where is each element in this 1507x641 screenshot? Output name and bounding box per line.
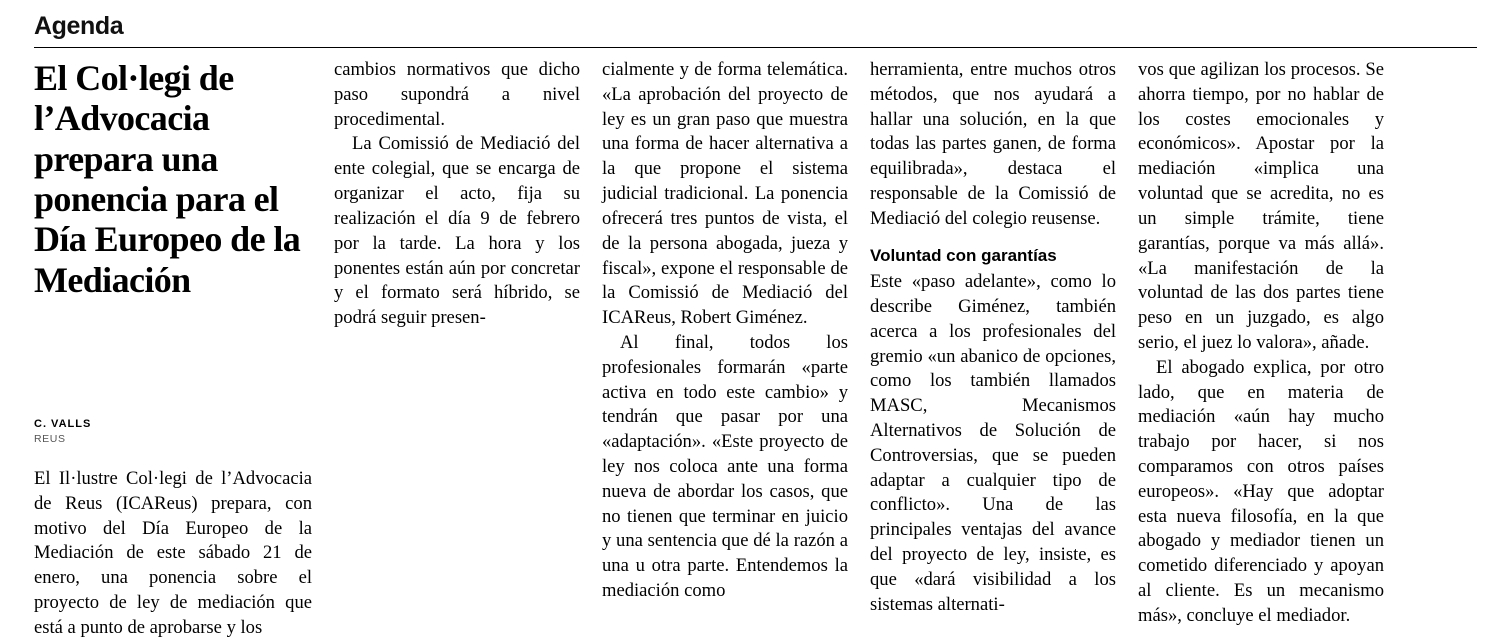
header-divider [34, 47, 1477, 48]
subheading: Voluntad con garantías [870, 245, 1057, 265]
byline: C. VALLS [34, 417, 92, 430]
column-4 [870, 58, 1138, 617]
paragraph: El abogado explica, por otro lado, que en materia de mediación «aún hay mucho trabajo por hacer, si nos comparamos con otros países europeos». «Hay que adoptar esta nueva filosofía, en la que abogado y mediador tienen un cometido diferenciado y apoyan al cliente. Es un mecanismo más», concluye el mediador. [1138, 356, 1384, 626]
dateline: REUS [34, 432, 66, 445]
column-headline [34, 58, 334, 641]
paragraph: Este «paso adelante», como lo describe Giménez, también acerca a los profesionales del gremio «un abanico de opciones, como los también llamados MASC, Mecanismos Alternativos de Solución de Controversias, que se pueden adaptar a cualquier tipo de conflicto». Una de las principales ventajas del avance del proyecto de ley, insiste, es que «dará visibilidad a los sistemas alternati- [870, 271, 1116, 615]
column-2 [334, 58, 602, 331]
paragraph: vos que agilizan los procesos. Se ahorra tiempo, por no hablar de los costes emocionales y económicos». Apostar por la mediación «implica una voluntad que se acredita, no es un simple trámite, tiene garantías, porque va más allá». «La manifestación de la voluntad de las dos partes tiene peso en un juzgado, es algo serio, el juez lo valora», añade. [1138, 59, 1384, 353]
paragraph: herramienta, entre muchos otros métodos, que nos ayudará a hallar una solución, en la que todas las partes ganen, de forma equilibrada», destaca el responsable de la Comissió de Mediació del colegio reusense. [870, 59, 1116, 229]
paragraph: cialmente y de forma telemática. «La aprobación del proyecto de ley es un gran paso que muestra una forma de hacer alternativa a la que propone el sistema judicial tradicional. La ponencia ofrecerá tres puntos de vista, el de la persona abogada, jueza y fiscal», expone el responsable de la Comissió de Mediació del ICAReus, Robert Giménez. [602, 59, 848, 329]
article-columns [34, 58, 1477, 641]
page-title: El Col·legi de l’Advocacia prepara una ponencia para el Día Europeo de la Mediación [34, 58, 301, 300]
column-5 [1138, 58, 1406, 629]
paragraph: El Il·lustre Col·legi de l’Advocacia de Reus (ICAReus) prepara, con motivo del Día Europeo de la Mediación de este sábado 21 de enero, una ponencia sobre el proyecto de ley de mediación que está a punto de aprobarse y los [34, 467, 312, 638]
paragraph: cambios normativos que dicho paso supondrá a nivel procedimental. [334, 59, 580, 130]
column-3 [602, 58, 870, 604]
paragraph: La Comissió de Mediació del ente colegial, que se encarga de organizar el acto, fija su realización el día 9 de febrero por la tarde. La hora y los ponentes están aún por concretar y el formato será híbrido, se podrá seguir presen- [334, 133, 580, 329]
section-label: Agenda [34, 12, 124, 40]
paragraph: Al final, todos los profesionales formarán «parte activa en todo este cambio» y tendrán que pasar por una «adaptación». «Este proyecto de ley nos coloca ante una forma nueva de abordar los casos, que no tienen que terminar en juicio y una sentencia que dé la razón a una u otra parte. Entendemos la mediación como [602, 331, 848, 602]
